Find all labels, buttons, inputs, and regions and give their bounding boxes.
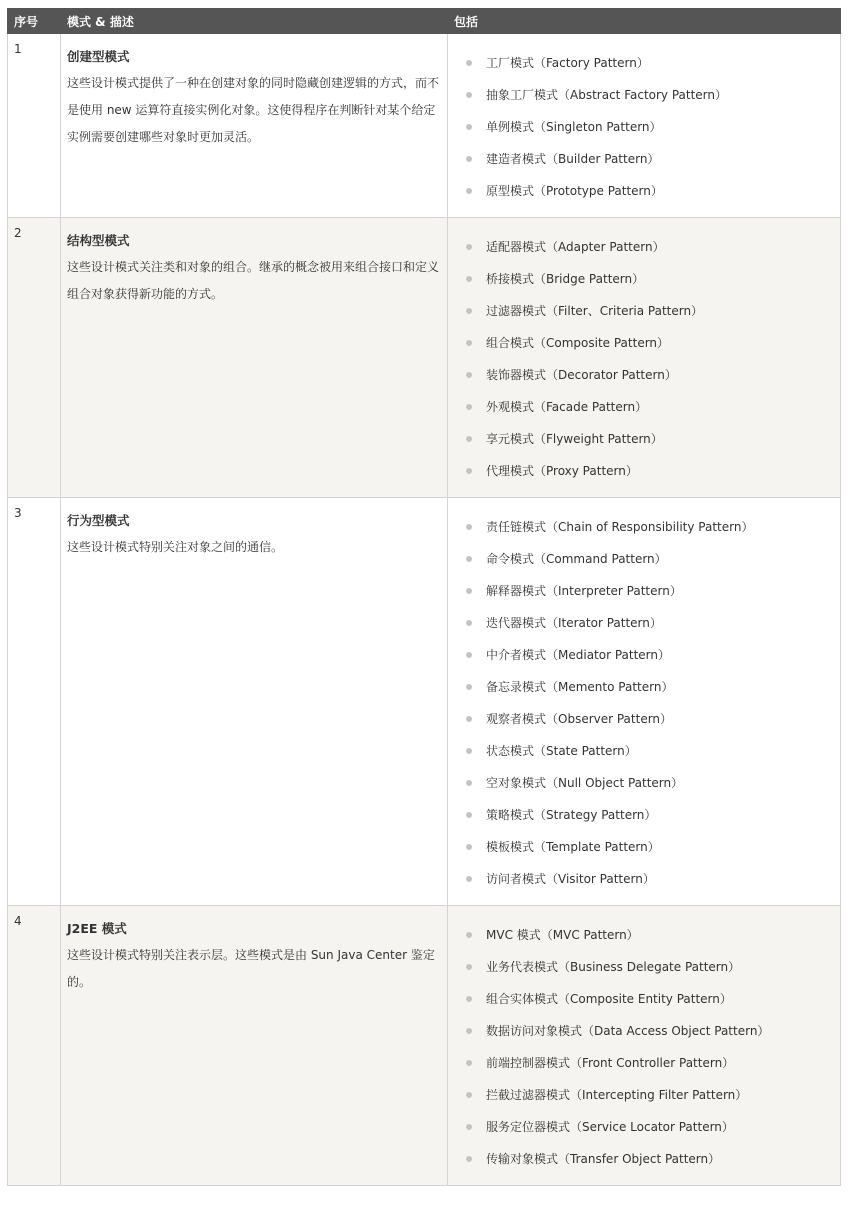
- list-item: [466, 263, 840, 295]
- bullet-icon: [466, 124, 472, 130]
- mode-description: 这些设计模式特别关注表示层。这些模式是由 Sun Java Center 鉴定的。: [67, 948, 435, 989]
- pattern-name: 桥接模式（Bridge Pattern）: [486, 272, 645, 286]
- pattern-name: 外观模式（Facade Pattern）: [486, 400, 648, 414]
- pattern-name: 适配器模式（Adapter Pattern）: [486, 240, 665, 254]
- table-row: [8, 906, 841, 1186]
- list-item: [466, 983, 840, 1015]
- mode-title: 创建型模式: [67, 49, 130, 64]
- pattern-name: 过滤器模式（Filter、Criteria Pattern）: [486, 304, 704, 318]
- table-header: [8, 9, 841, 34]
- bullet-icon: [466, 524, 472, 530]
- pattern-name: 组合模式（Composite Pattern）: [486, 336, 670, 350]
- list-item: [466, 511, 840, 543]
- pattern-name: 空对象模式（Null Object Pattern）: [486, 776, 684, 790]
- list-item: [466, 143, 840, 175]
- table-row: [8, 498, 841, 906]
- pattern-name: 迭代器模式（Iterator Pattern）: [486, 616, 662, 630]
- pattern-name: 原型模式（Prototype Pattern）: [486, 184, 663, 198]
- pattern-name: 前端控制器模式（Front Controller Pattern）: [486, 1056, 735, 1070]
- list-item: [466, 391, 840, 423]
- bullet-icon: [466, 1124, 472, 1130]
- list-item: [466, 455, 840, 487]
- pattern-name: 备忘录模式（Memento Pattern）: [486, 680, 674, 694]
- pattern-name: 命令模式（Command Pattern）: [486, 552, 667, 566]
- bullet-icon: [466, 1028, 472, 1034]
- pattern-name: 单例模式（Singleton Pattern）: [486, 120, 662, 134]
- list-item: [466, 575, 840, 607]
- list-item: [466, 863, 840, 895]
- mode-cell: [61, 498, 448, 906]
- list-item: [466, 79, 840, 111]
- list-item: [466, 639, 840, 671]
- bullet-icon: [466, 652, 472, 658]
- bullet-icon: [466, 748, 472, 754]
- list-item: [466, 295, 840, 327]
- pattern-list: [466, 511, 840, 895]
- list-item: [466, 1047, 840, 1079]
- bullet-icon: [466, 780, 472, 786]
- pattern-name: MVC 模式（MVC Pattern）: [486, 928, 639, 942]
- bullet-icon: [466, 876, 472, 882]
- mode-description: 这些设计模式提供了一种在创建对象的同时隐藏创建逻辑的方式，而不是使用 new 运算符直接实例化对象。这使得程序在判断针对某个给定实例需要创建哪些对象时更加灵活。: [67, 76, 440, 144]
- bullet-icon: [466, 716, 472, 722]
- pattern-name: 状态模式（State Pattern）: [486, 744, 637, 758]
- bullet-icon: [466, 812, 472, 818]
- mode-title: 结构型模式: [67, 233, 130, 248]
- pattern-name: 责任链模式（Chain of Responsibility Pattern）: [486, 520, 754, 534]
- pattern-name: 业务代表模式（Business Delegate Pattern）: [486, 960, 741, 974]
- list-item: [466, 703, 840, 735]
- bullet-icon: [466, 308, 472, 314]
- includes-cell: [448, 906, 841, 1186]
- header-mode-description: 模式 & 描述: [61, 9, 448, 34]
- list-item: [466, 47, 840, 79]
- includes-cell: [448, 34, 841, 218]
- pattern-name: 策略模式（Strategy Pattern）: [486, 808, 657, 822]
- pattern-name: 中介者模式（Mediator Pattern）: [486, 648, 671, 662]
- list-item: [466, 327, 840, 359]
- list-item: [466, 671, 840, 703]
- mode-cell: [61, 218, 448, 498]
- list-item: [466, 111, 840, 143]
- list-item: [466, 423, 840, 455]
- list-item: [466, 1143, 840, 1175]
- pattern-list: [466, 919, 840, 1175]
- bullet-icon: [466, 932, 472, 938]
- list-item: [466, 607, 840, 639]
- header-row: [8, 9, 841, 34]
- pattern-name: 数据访问对象模式（Data Access Object Pattern）: [486, 1024, 770, 1038]
- mode-title: 行为型模式: [67, 513, 130, 528]
- list-item: [466, 543, 840, 575]
- bullet-icon: [466, 964, 472, 970]
- bullet-icon: [466, 588, 472, 594]
- list-item: [466, 735, 840, 767]
- pattern-name: 服务定位器模式（Service Locator Pattern）: [486, 1120, 734, 1134]
- table-row: [8, 218, 841, 498]
- row-number: 2: [8, 218, 61, 498]
- list-item: [466, 831, 840, 863]
- mode-description: 这些设计模式关注类和对象的组合。继承的概念被用来组合接口和定义组合对象获得新功能的方式。: [67, 260, 440, 301]
- pattern-name: 传输对象模式（Transfer Object Pattern）: [486, 1152, 721, 1166]
- list-item: [466, 1079, 840, 1111]
- pattern-name: 解释器模式（Interpreter Pattern）: [486, 584, 682, 598]
- bullet-icon: [466, 372, 472, 378]
- list-item: [466, 1111, 840, 1143]
- bullet-icon: [466, 276, 472, 282]
- pattern-name: 抽象工厂模式（Abstract Factory Pattern）: [486, 88, 728, 102]
- pattern-name: 访问者模式（Visitor Pattern）: [486, 872, 655, 886]
- bullet-icon: [466, 404, 472, 410]
- list-item: [466, 1015, 840, 1047]
- bullet-icon: [466, 92, 472, 98]
- bullet-icon: [466, 1060, 472, 1066]
- pattern-name: 装饰器模式（Decorator Pattern）: [486, 368, 677, 382]
- bullet-icon: [466, 996, 472, 1002]
- bullet-icon: [466, 1156, 472, 1162]
- bullet-icon: [466, 844, 472, 850]
- bullet-icon: [466, 436, 472, 442]
- list-item: [466, 799, 840, 831]
- pattern-name: 代理模式（Proxy Pattern）: [486, 464, 638, 478]
- pattern-name: 观察者模式（Observer Pattern）: [486, 712, 673, 726]
- pattern-name: 享元模式（Flyweight Pattern）: [486, 432, 663, 446]
- row-number: 1: [8, 34, 61, 218]
- table-body: [8, 34, 841, 1186]
- bullet-icon: [466, 188, 472, 194]
- pattern-name: 组合实体模式（Composite Entity Pattern）: [486, 992, 732, 1006]
- bullet-icon: [466, 340, 472, 346]
- bullet-icon: [466, 468, 472, 474]
- header-includes: 包括: [448, 9, 841, 34]
- list-item: [466, 359, 840, 391]
- pattern-list: [466, 231, 840, 487]
- pattern-name: 工厂模式（Factory Pattern）: [486, 56, 649, 70]
- mode-cell: [61, 34, 448, 218]
- list-item: [466, 231, 840, 263]
- row-number: 4: [8, 906, 61, 1186]
- table-row: [8, 34, 841, 218]
- bullet-icon: [466, 684, 472, 690]
- list-item: [466, 919, 840, 951]
- design-patterns-table: [7, 8, 841, 1186]
- header-no: 序号: [8, 9, 61, 34]
- bullet-icon: [466, 60, 472, 66]
- bullet-icon: [466, 244, 472, 250]
- list-item: [466, 175, 840, 207]
- pattern-name: 建造者模式（Builder Pattern）: [486, 152, 660, 166]
- bullet-icon: [466, 556, 472, 562]
- list-item: [466, 951, 840, 983]
- bullet-icon: [466, 156, 472, 162]
- mode-cell: [61, 906, 448, 1186]
- bullet-icon: [466, 620, 472, 626]
- bullet-icon: [466, 1092, 472, 1098]
- includes-cell: [448, 498, 841, 906]
- pattern-list: [466, 47, 840, 207]
- pattern-name: 拦截过滤器模式（Intercepting Filter Pattern）: [486, 1088, 748, 1102]
- pattern-name: 模板模式（Template Pattern）: [486, 840, 660, 854]
- includes-cell: [448, 218, 841, 498]
- row-number: 3: [8, 498, 61, 906]
- mode-title: J2EE 模式: [67, 921, 127, 936]
- list-item: [466, 767, 840, 799]
- mode-description: 这些设计模式特别关注对象之间的通信。: [67, 540, 284, 554]
